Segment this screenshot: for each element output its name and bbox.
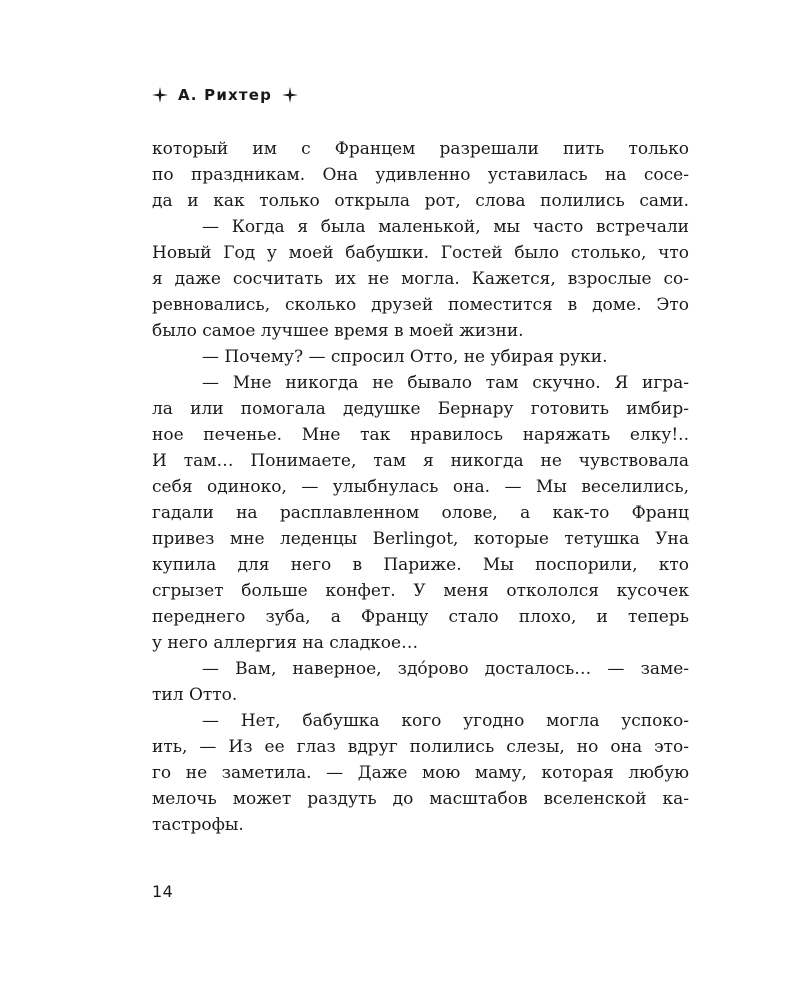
text-line: тил Отто. [152,685,238,705]
text-line: ить, — Из ее глаз вдруг полились слезы, но она это- [152,737,689,757]
text-line: — Мне никогда не бывало там скучно. Я игра- [202,373,689,393]
text-line: себя одиноко, — улыбнулась она. — Мы веселились, [152,477,689,497]
text-line: гадали на расплавленном олове, а как-то Франц [152,503,689,523]
text-line: я даже сосчитать их не могла. Кажется, взрослые со- [152,269,689,289]
author-name: А. Рихтер [178,86,273,104]
four-point-star-icon [152,87,168,103]
page-number: 14 [152,882,174,901]
text-line: сгрызет больше конфет. У меня откололся кусочек [152,581,689,601]
text-line: го не заметила. — Даже мою маму, которая любую [152,763,689,783]
text-line: И там… Понимаете, там я никогда не чувствовала [152,451,689,471]
text-line: — Почему? — спросил Отто, не убирая руки. [202,347,608,367]
body-text [152,136,689,838]
text-line: ревновались, сколько друзей поместится в доме. Это [152,295,689,315]
text-line: Новый Год у моей бабушки. Гостей было столько, что [152,243,689,263]
text-line: по праздникам. Она удивленно уставилась на сосе- [152,165,689,185]
text-line: да и как только открыла рот, слова полились сами. [152,191,689,211]
text-line: — Вам, наверное, здо́рово досталось… — заме- [202,659,689,679]
text-line: ное печенье. Мне так нравилось наряжать елку!.. [152,425,689,445]
text-line: который им с Францем разрешали пить только [152,139,689,159]
text-line: купила для него в Париже. Мы поспорили, кто [152,555,689,575]
text-line: тастрофы. [152,815,244,835]
text-line: ла или помогала дедушке Бернару готовить имбир- [152,399,689,419]
text-line: мелочь может раздуть до масштабов вселенской ка- [152,789,689,809]
text-line: привез мне леденцы Berlingot, которые тетушка Уна [152,529,689,549]
text-line: было самое лучшее время в моей жизни. [152,321,524,341]
text-line: — Когда я была маленькой, мы часто встречали [202,217,689,237]
running-head [152,84,298,106]
four-point-star-icon [282,87,298,103]
text-line: — Нет, бабушка кого угодно могла успоко- [202,711,689,731]
text-line: переднего зуба, а Францу стало плохо, и теперь [152,607,689,627]
text-line: у него аллергия на сладкое… [152,633,419,653]
